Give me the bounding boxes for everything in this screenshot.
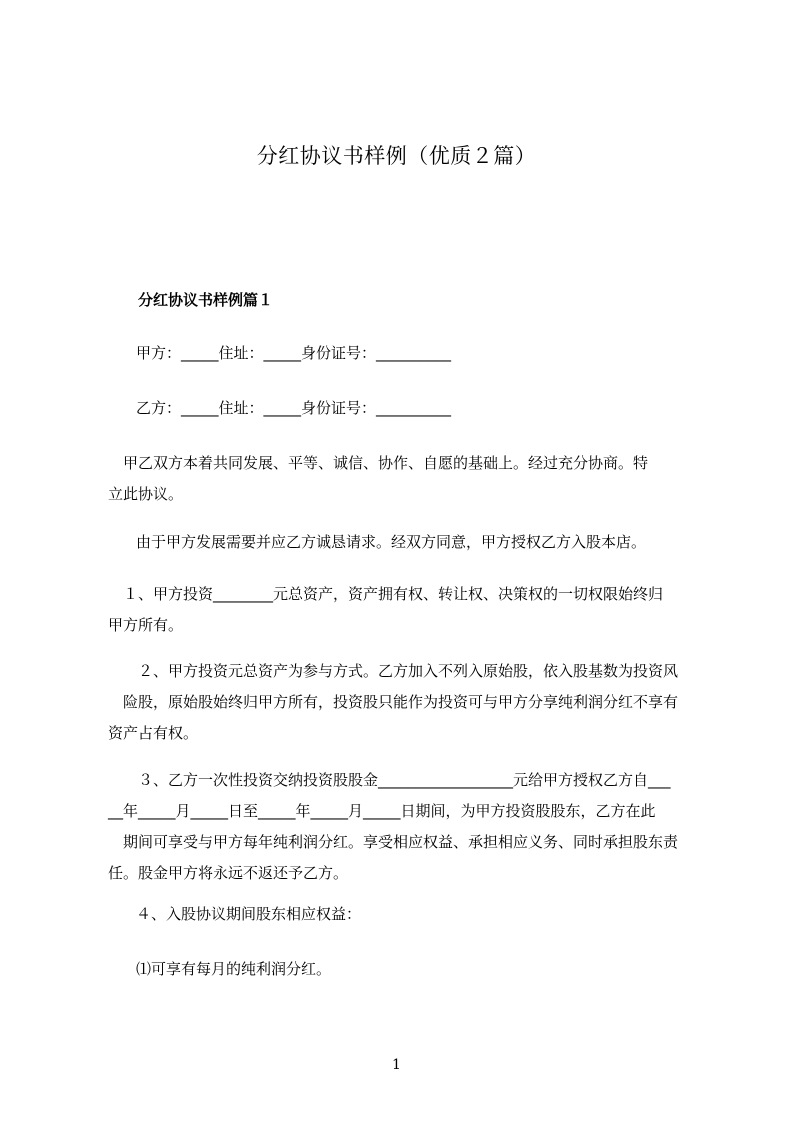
clause-3-line-4: 任。股金甲方将永远不返还予乙方。 [108, 864, 349, 882]
clause-1-line-2: 甲方所有。 [108, 616, 184, 634]
reason-paragraph: 由于甲方发展需要并应乙方诚恳请求。经双方同意，甲方授权乙方入股本店。 [136, 533, 647, 551]
clause-3-line-1: ３、乙方一次性投资交纳投资股股金__________________元给甲方授权乙方自___ [108, 771, 671, 789]
intro-line-1: 甲乙双方本着共同发展、平等、诚信、协作、自愿的基础上。经过充分协商。特 [108, 454, 649, 472]
clause-2 [108, 656, 718, 749]
intro-line-2: 立此协议。 [108, 485, 184, 503]
page-number: 1 [392, 1057, 401, 1073]
clause-1 [108, 579, 718, 641]
section-heading: 分红协议书样例篇１ [138, 291, 274, 309]
party-b-line: 乙方：_____住址：_____身份证号：__________ [136, 399, 452, 417]
clause-3-line-2: __年_____月_____日至_____年_____月_____日期间，为甲方投资股股东，乙方在此 [108, 802, 656, 820]
clause-2-line-3: 资产占有权。 [108, 724, 199, 742]
clause-1-line-1: １、甲方投资________元总资产，资产拥有权、转让权、决策权的一切权限始终归 [108, 585, 664, 603]
document-title: 分红协议书样例（优质２篇） [256, 144, 537, 168]
clause-3-line-3: 期间可享受与甲方每年纯利润分红。享受相应权益、承担相应义务、同时承担股东责 [108, 833, 679, 851]
party-a-line: 甲方：_____住址：_____身份证号：__________ [136, 344, 452, 362]
clause-3 [108, 765, 718, 889]
clause-4: ４、入股协议期间股东相应权益： [136, 905, 362, 923]
intro-paragraph [108, 448, 718, 510]
clause-4-item-1: ⑴可享有每月的纯利润分红。 [136, 960, 332, 978]
clause-2-line-2: 险股，原始股始终归甲方所有，投资股只能作为投资可与甲方分享纯利润分红不享有 [108, 693, 679, 711]
clause-2-line-1: ２、甲方投资元总资产为参与方式。乙方加入不列入原始股，依入股基数为投资风 [108, 662, 679, 680]
